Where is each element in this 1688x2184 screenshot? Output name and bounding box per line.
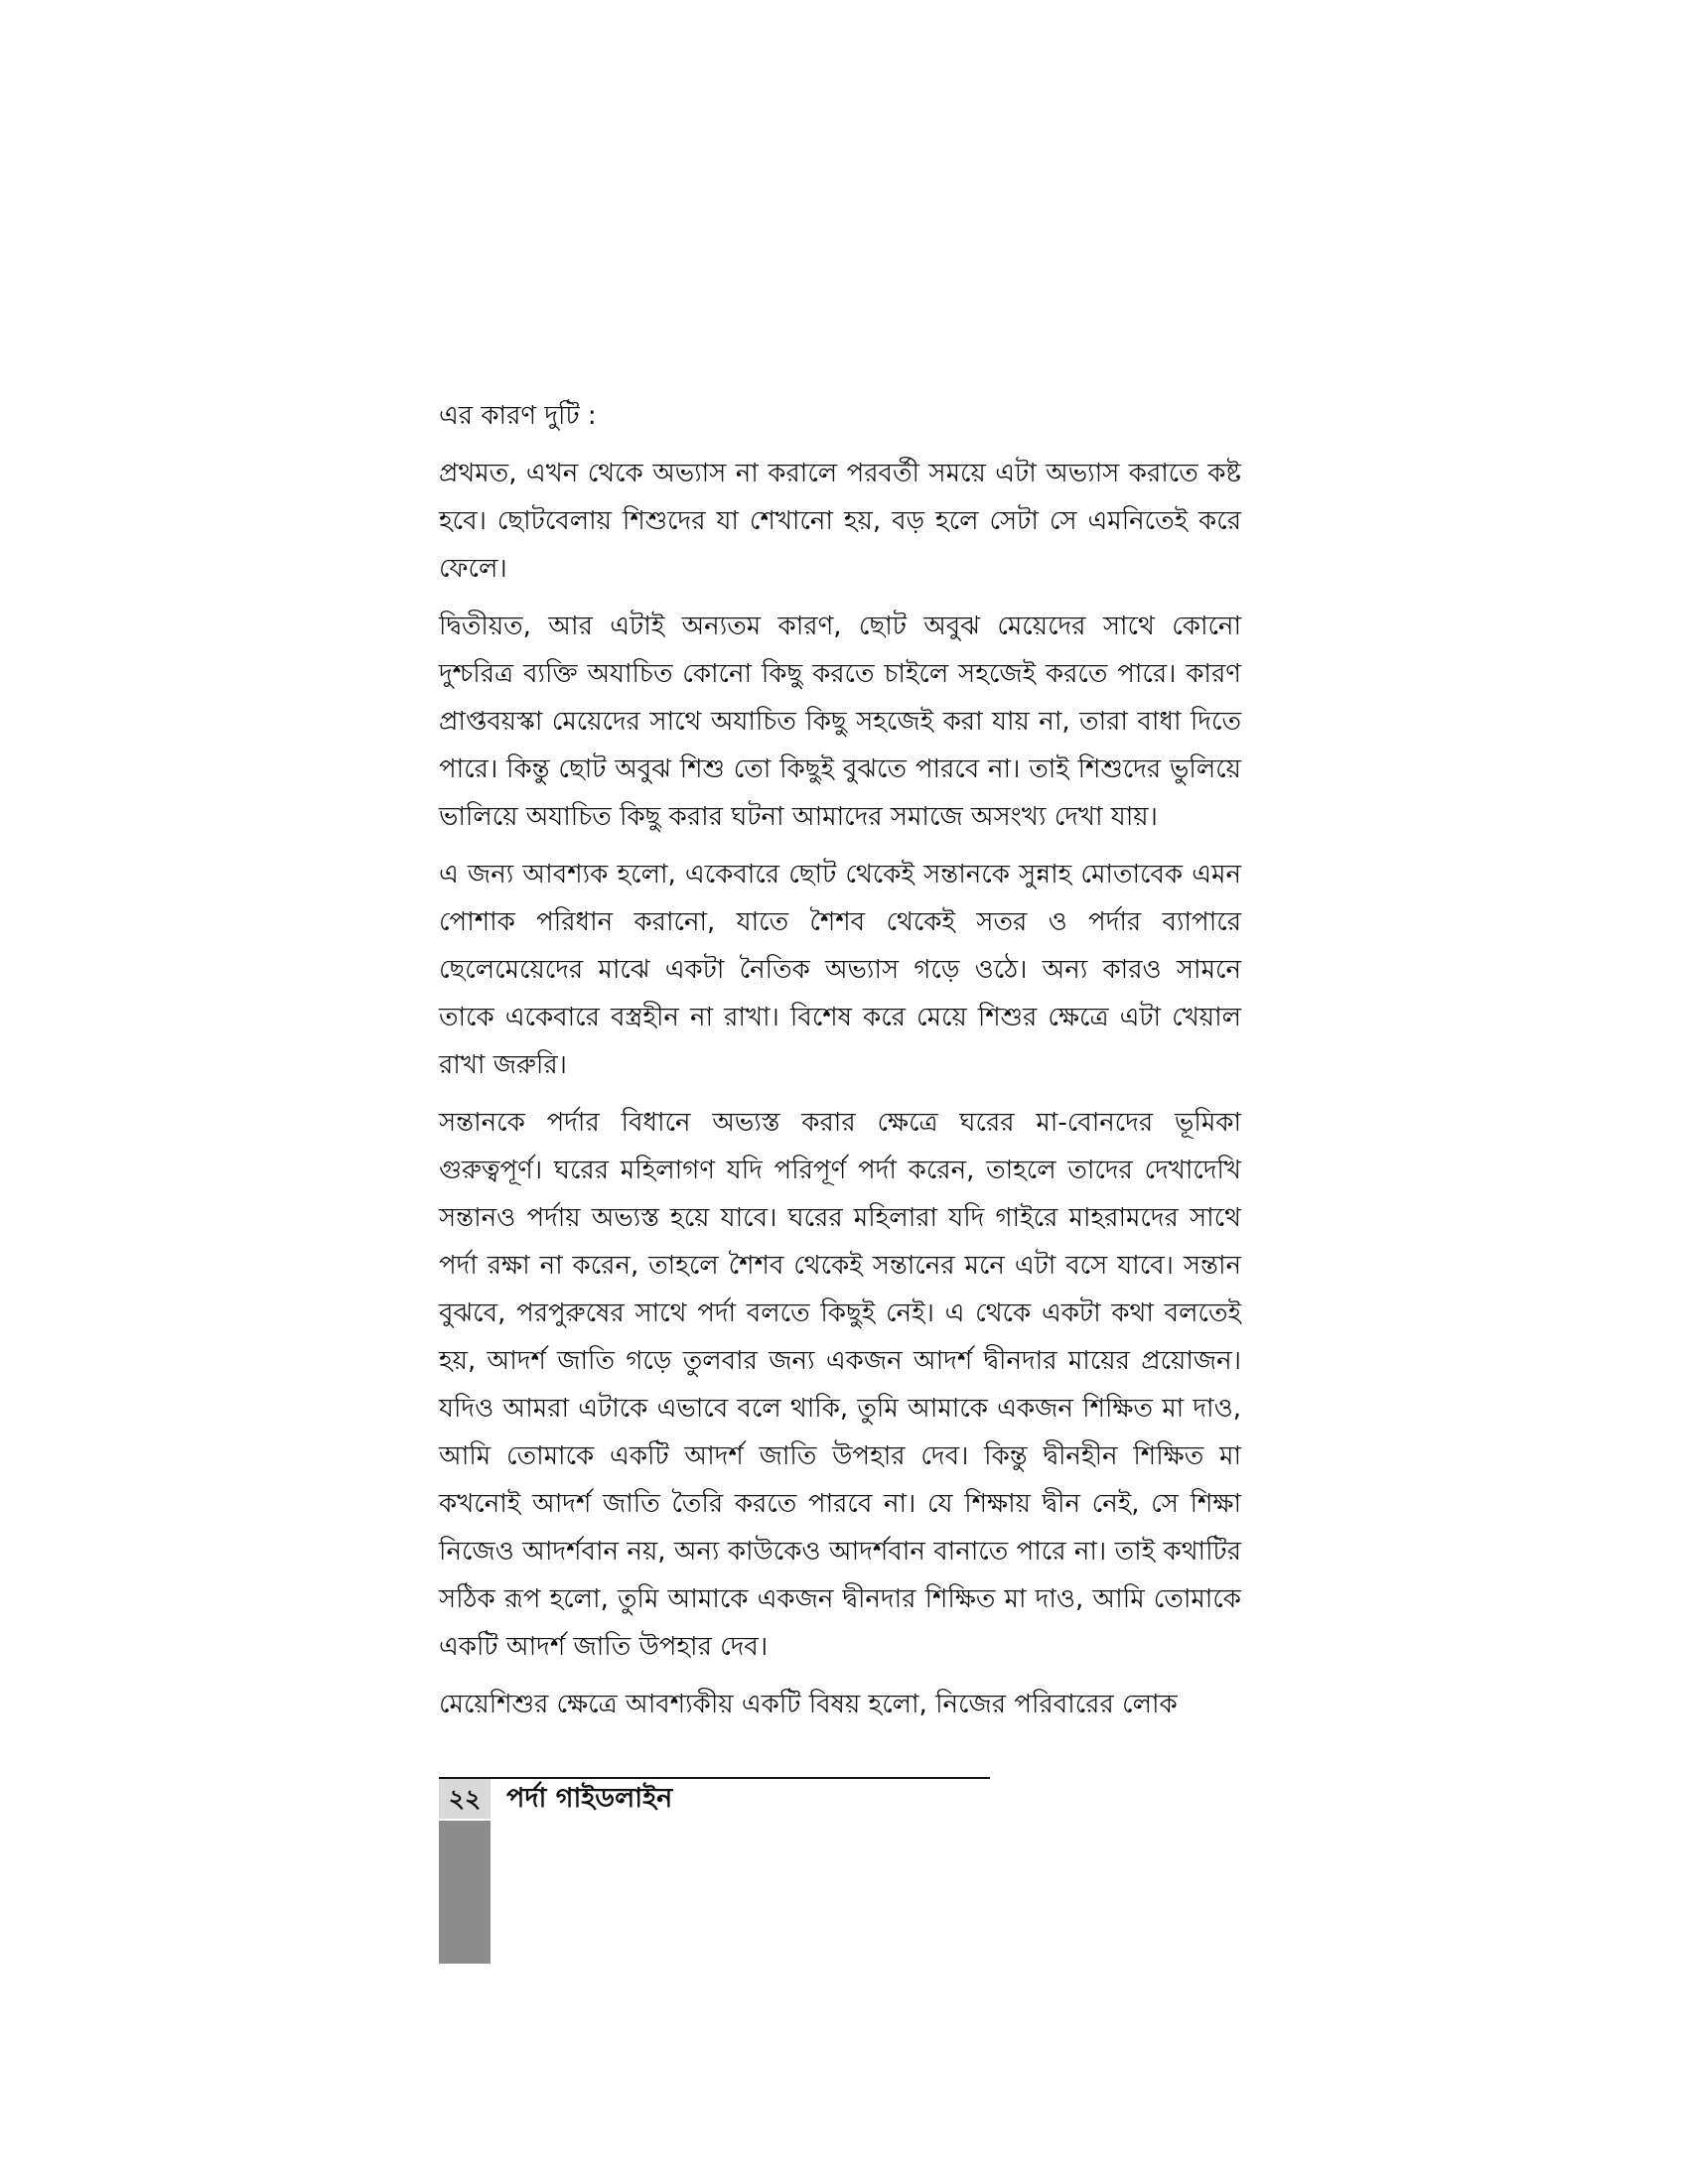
book-title: পর্দা গাইডলাইন	[506, 1783, 673, 1814]
page-footer	[439, 1777, 995, 1821]
paragraph-4: সন্তানকে পর্দার বিধানে অভ্যস্ত করার ক্ষেত্রে ঘরের মা-বোনদের ভূমিকা গুরুত্বপূর্ণ। ঘরের মহিলাগণ যদি পরিপূর্ণ পর্দা করেন, তাহলে তাদের দেখাদেখি সন্তানও পর্দায় অভ্যস্ত হয়ে যাবে। ঘরের মহিলারা যদি গাইরে মাহরামদের সাথে পর্দা রক্ষা না করেন, তাহলে শৈশব থেকেই সন্তানের মনে এটা বসে যাবে। সন্তান বুঝবে, পরপুরুষের সাথে পর্দা বলতে কিছুই নেই। এ থেকে একটা কথা বলতেই হয়, আদর্শ জাতি গড়ে তুলবার জন্য একজন আদর্শ দ্বীনদার মায়ের প্রয়োজন। যদিও আমরা এটাকে এভাবে বলে থাকি, তুমি আমাকে একজন শিক্ষিত মা দাও, আমি তোমাকে একটি আদর্শ জাতি উপহার দেব। কিন্তু দ্বীনহীন শিক্ষিত মা কখনোই আদর্শ জাতি তৈরি করতে পারবে না। যে শিক্ষায় দ্বীন নেই, সে শিক্ষা নিজেও আদর্শবান নয়, অন্য কাউকেও আদর্শবান বানাতে পারে না। তাই কথাটির সঠিক রূপ হলো, তুমি আমাকে একজন দ্বীনদার শিক্ষিত মা দাও, আমি তোমাকে একটি আদর্শ জাতি উপহার দেব।	[439, 1108, 1241, 1662]
page-body	[439, 392, 1241, 1738]
paragraph-5: মেয়েশিশুর ক্ষেত্রে আবশ্যকীয় একটি বিষয় হলো, নিজের পরিবারের লোক	[439, 1690, 1178, 1719]
section-heading: এর কারণ দুটি :	[439, 401, 597, 431]
paragraph-3: এ জন্য আবশ্যক হলো, একেবারে ছোট থেকেই সন্তানকে সুন্নাহ মোতাবেক এমন পোশাক পরিধান করানো, যাতে শৈশব থেকেই সতর ও পর্দার ব্যাপারে ছেলেমেয়েদের মাঝে একটা নৈতিক অভ্যাস গড়ে ওঠে। অন্য কারও সামনে তাকে একেবারে বস্ত্রহীন না রাখা। বিশেষ করে মেয়ে শিশুর ক্ষেত্রে এটা খেয়াল রাখা জরুরি।	[439, 860, 1241, 1080]
footer-side-bar	[439, 1821, 491, 1964]
paragraph-1: প্রথমত, এখন থেকে অভ্যাস না করালে পরবর্তী সময়ে এটা অভ্যাস করাতে কষ্ট হবে। ছোটবেলায় শিশুদের যা শেখানো হয়, বড় হলে সেটা সে এমনিতেই করে ফেলে।	[439, 459, 1241, 584]
paragraph-2: দ্বিতীয়ত, আর এটাই অন্যতম কারণ, ছোট অবুঝ মেয়েদের সাথে কোনো দুশ্চরিত্র ব্যক্তি অযাচিত কোনো কিছু করতে চাইলে সহজেই করতে পারে। কারণ প্রাপ্তবয়স্কা মেয়েদের সাথে অযাচিত কিছু সহজেই করা যায় না, তারা বাধা দিতে পারে। কিন্তু ছোট অবুঝ শিশু তো কিছুই বুঝতে পারবে না। তাই শিশুদের ভুলিয়ে ভালিয়ে অযাচিত কিছু করার ঘটনা আমাদের সমাজে অসংখ্য দেখা যায়।	[439, 612, 1241, 832]
page-number: ২২	[439, 1779, 491, 1819]
